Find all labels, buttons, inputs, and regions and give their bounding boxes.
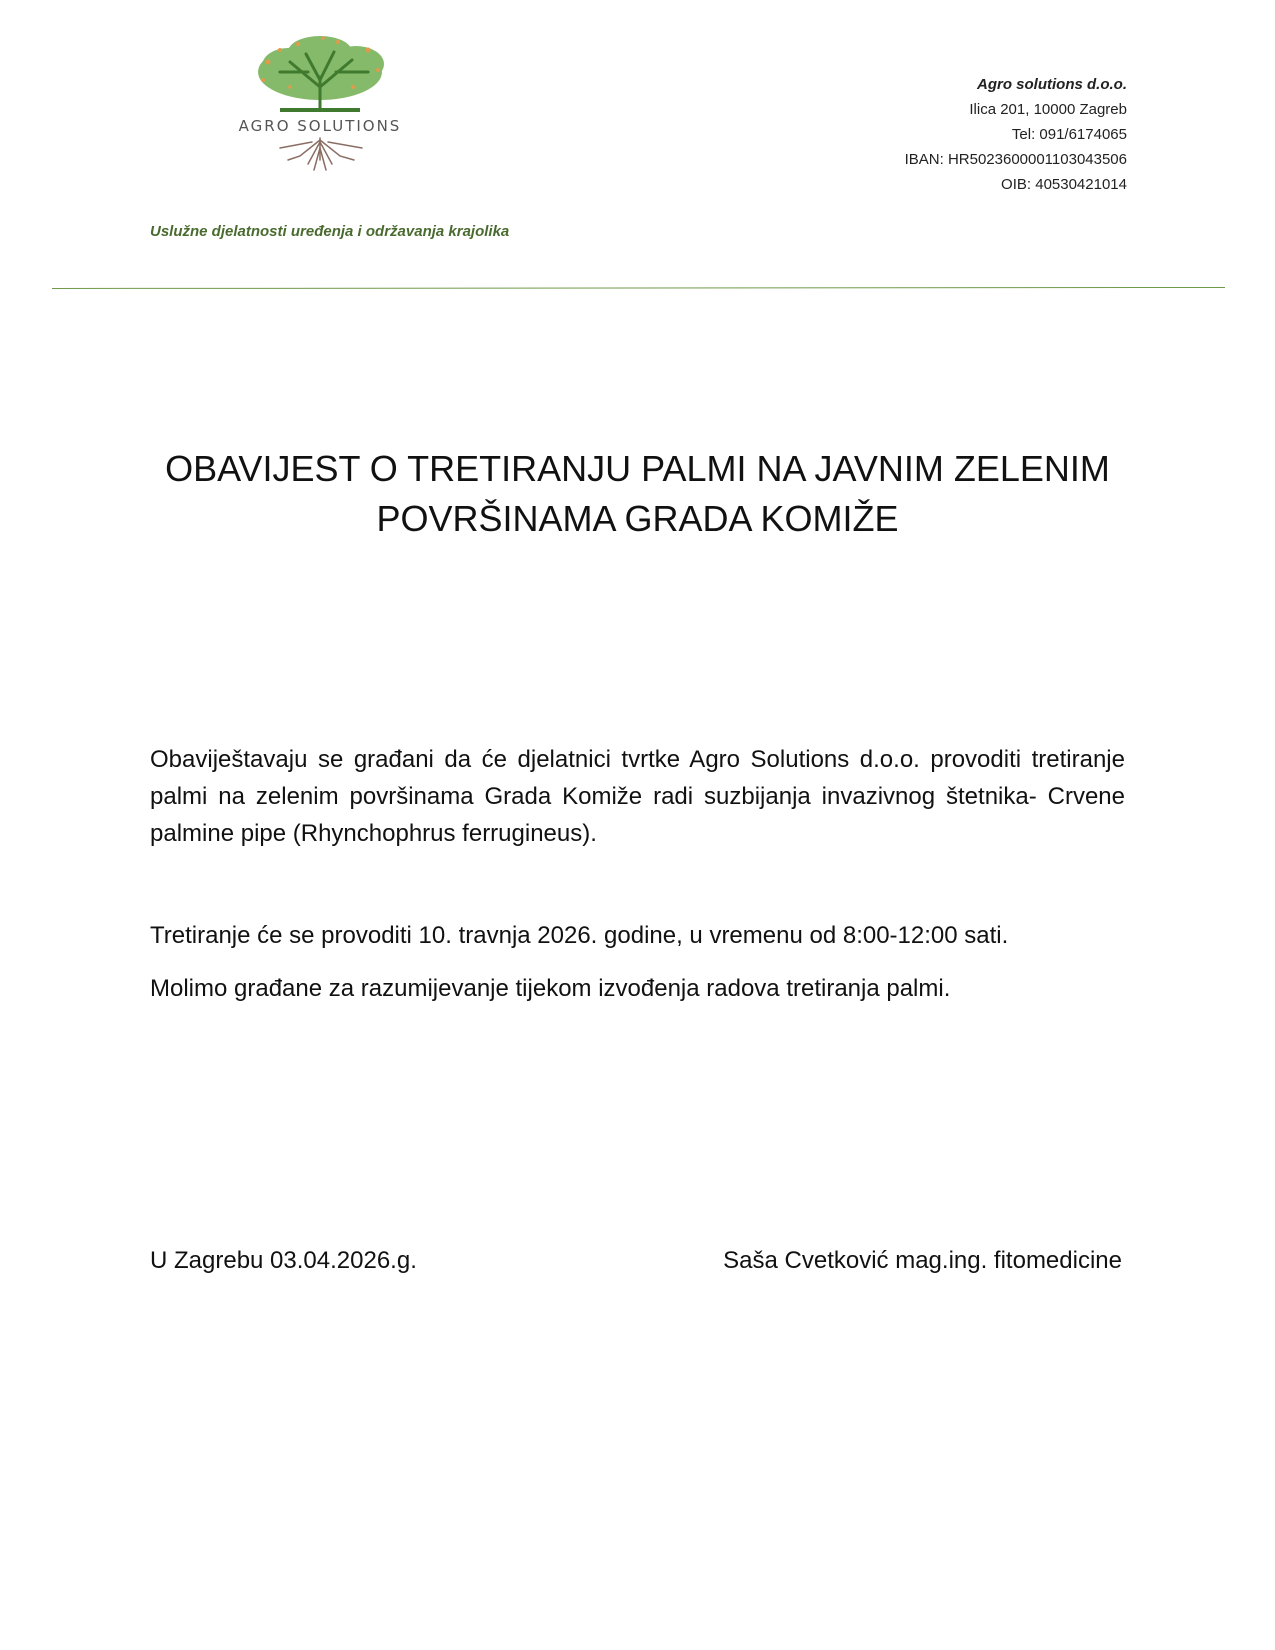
- company-info: [905, 72, 1127, 197]
- company-logo: [228, 32, 428, 177]
- company-oib: OIB: 40530421014: [1001, 176, 1127, 193]
- company-name: Agro solutions d.o.o.: [977, 76, 1127, 93]
- notice-paragraph: Obaviještavaju se građani da će djelatnici tvrtke Agro Solutions d.o.o. provoditi tretiranje palmi na zelenim površinama Grada Komiže radi suzbijanja invazivnog štetnika- Crvene palmine pipe (Rhynchophrus ferrugineus).: [150, 746, 1125, 847]
- company-address: Ilica 201, 10000 Zagreb: [969, 101, 1127, 118]
- signatory: Saša Cvetković mag.ing. fitomedicine: [723, 1247, 1122, 1274]
- title-line-2: POVRŠINAMA GRADA KOMIŽE: [376, 498, 899, 539]
- logo-text: AGRO SOLUTIONS: [238, 117, 402, 135]
- tree-logo-icon: [228, 32, 428, 177]
- place-date: U Zagrebu 03.04.2026.g.: [150, 1247, 417, 1274]
- company-tagline: Uslužne djelatnosti uređenja i održavanja krajolika: [150, 223, 510, 240]
- schedule-paragraph: Tretiranje će se provoditi 10. travnja 2026. godine, u vremenu od 8:00-12:00 sati.: [150, 922, 1009, 949]
- document-title: [150, 444, 1125, 544]
- title-line-1: OBAVIJEST O TRETIRANJU PALMI NA JAVNIM ZELENIM: [165, 448, 1110, 489]
- header-divider: [52, 287, 1225, 289]
- company-phone: Tel: 091/6174065: [1011, 126, 1127, 143]
- company-iban: IBAN: HR5023600001103043506: [904, 151, 1127, 168]
- request-paragraph: Molimo građane za razumijevanje tijekom izvođenja radova tretiranja palmi.: [150, 975, 951, 1002]
